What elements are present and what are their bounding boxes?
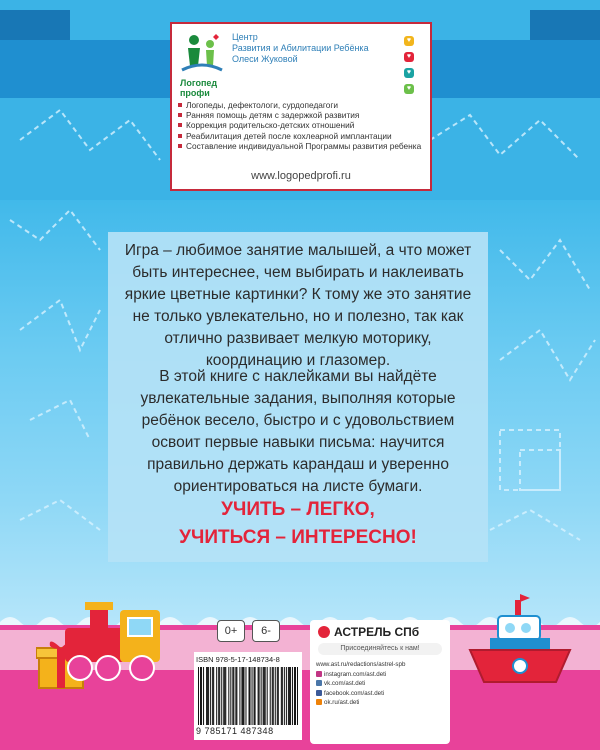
barcode-bar <box>278 667 279 725</box>
barcode-bar <box>270 667 271 725</box>
barcode-bar <box>250 667 251 725</box>
barcode-bar <box>286 667 287 725</box>
slogan-line-2: УЧИТЬСЯ – ИНТЕРЕСНО! <box>179 527 417 548</box>
center-title-line1: Центр <box>232 32 258 42</box>
toy-boat-illustration <box>460 590 580 695</box>
barcode-bar <box>294 667 295 725</box>
barcode-bar <box>261 667 262 725</box>
barcode-bar <box>284 667 285 725</box>
barcode-bar <box>213 667 214 725</box>
barcode-bar <box>275 667 276 725</box>
publisher-link-vk[interactable]: vk.com/ast.deti <box>316 679 446 689</box>
barcode-bar <box>265 667 266 725</box>
center-title <box>232 32 369 65</box>
barcode-bar <box>212 667 213 725</box>
description-paragraph-1: Игра – любимое занятие малышей, а что может быть интереснее, чем выбирать и наклеивать яркие цветные картинки? К тому же это занятие не только увлекательно, но и полезно, так как отлично развивает мелкую моторику, координацию и глазомер. <box>124 242 472 369</box>
barcode-bar <box>272 667 273 725</box>
barcode-bar <box>258 667 259 725</box>
heart-icon: ♥ <box>404 84 414 94</box>
barcode-bar <box>232 667 233 725</box>
publisher-link-site[interactable]: www.ast.ru/redactions/astrel-spb <box>316 661 406 668</box>
barcode-bar <box>235 667 236 725</box>
barcode-bar <box>267 667 268 725</box>
ok-icon <box>316 699 322 705</box>
center-title-line3: Олеси Жуковой <box>232 54 298 64</box>
barcode-bar <box>228 667 229 725</box>
barcode-bar <box>249 667 250 725</box>
age-range-badge: 6- <box>252 620 280 642</box>
barcode-bar <box>221 667 222 725</box>
barcode-bar <box>282 667 283 725</box>
instagram-icon <box>316 671 322 677</box>
heart-icons <box>404 36 414 100</box>
barcode-bar <box>289 667 290 725</box>
barcode-bar <box>223 667 224 725</box>
publisher-link-instagram[interactable]: instagram.com/ast.deti <box>316 670 446 680</box>
barcode-bar <box>242 667 243 725</box>
service-item: Коррекция родительско-детских отношений <box>178 120 426 130</box>
service-item: Логопеды, дефектологи, сурдопедагоги <box>178 100 426 110</box>
barcode-bar <box>230 667 231 725</box>
logo-text <box>180 78 217 98</box>
barcode-bar <box>243 667 244 725</box>
logoped-profi-logo <box>178 30 226 78</box>
barcode-bar <box>295 667 296 725</box>
publisher-link-ok[interactable]: ok.ru/ast.deti <box>316 698 446 708</box>
ribbon-left <box>0 40 180 98</box>
barcode-bar <box>288 667 289 725</box>
barcode-bar <box>281 667 282 725</box>
heart-icon: ♥ <box>404 68 414 78</box>
logo-line1: Логопед <box>180 78 218 88</box>
barcode-bar <box>297 667 298 725</box>
facebook-icon <box>316 690 322 696</box>
service-item: Ранняя помощь детям с задержкой развития <box>178 110 426 120</box>
barcode-bar <box>241 667 242 725</box>
barcode-bar <box>224 667 225 725</box>
barcode-bar <box>254 667 255 725</box>
center-info-card <box>170 22 432 191</box>
barcode-bar <box>239 667 240 725</box>
barcode-bar <box>277 667 278 725</box>
center-title-line2: Развития и Абилитации Ребёнка <box>232 43 369 53</box>
barcode-bar <box>200 667 201 725</box>
barcode-bar <box>198 667 199 725</box>
barcode-bar <box>259 667 260 725</box>
publisher-links <box>316 660 446 708</box>
service-item: Реабилитация детей после кохлеарной имплантации <box>178 131 426 141</box>
barcode-bar <box>263 667 264 725</box>
barcode-bar <box>201 667 202 725</box>
barcode-bar <box>207 667 208 725</box>
barcode-bar <box>233 667 234 725</box>
barcode-bar <box>219 667 220 725</box>
barcode-bar <box>203 667 204 725</box>
astrel-logo-icon <box>318 626 330 638</box>
isbn-label: ISBN 978-5-17-148734-8 <box>196 655 280 664</box>
center-website-link[interactable]: www.logopedprofi.ru <box>251 170 351 182</box>
description-paragraph-2: В этой книге с наклейками вы найдёте увлекательные задания, выполняя которые ребёнок весело, быстро и с удовольствием освоит первые навыки письма: научится правильно держать карандаш и уверенно ориентироваться на листе бумаги. <box>140 368 456 495</box>
barcode-bar <box>225 667 226 725</box>
barcode-bar <box>208 667 209 725</box>
barcode-digits: 9 785171 487348 <box>196 726 274 736</box>
services-list <box>178 100 426 151</box>
publisher-link-facebook[interactable]: facebook.com/ast.deti <box>316 689 446 699</box>
ribbon-right <box>420 40 600 98</box>
publisher-join-label: Присоединяйтесь к нам! <box>318 643 442 655</box>
heart-icon: ♥ <box>404 52 414 62</box>
barcode-bar <box>252 667 253 725</box>
barcode-bar <box>236 667 237 725</box>
barcode-bar <box>255 667 256 725</box>
barcode-bar <box>264 667 265 725</box>
heart-icon: ♥ <box>404 36 414 46</box>
toy-train-illustration <box>60 596 170 686</box>
barcode-bar <box>210 667 211 725</box>
barcode-image <box>198 667 298 725</box>
barcode-bar <box>206 667 207 725</box>
barcode-bar <box>273 667 274 725</box>
logo-line2: профи <box>180 88 210 98</box>
slogan-line-1: УЧИТЬ – ЛЕГКО, <box>221 499 375 520</box>
publisher-name: АСТРЕЛЬ СПб <box>334 625 420 639</box>
barcode-bar <box>218 667 219 725</box>
barcode-bar <box>245 667 246 725</box>
vk-icon <box>316 680 322 686</box>
barcode-bar <box>216 667 217 725</box>
service-item: Составление индивидуальной Программы развития ребенка <box>178 141 426 151</box>
barcode-bar <box>292 667 293 725</box>
barcode-bar <box>290 667 291 725</box>
age-rating-badge: 0+ <box>217 620 245 642</box>
